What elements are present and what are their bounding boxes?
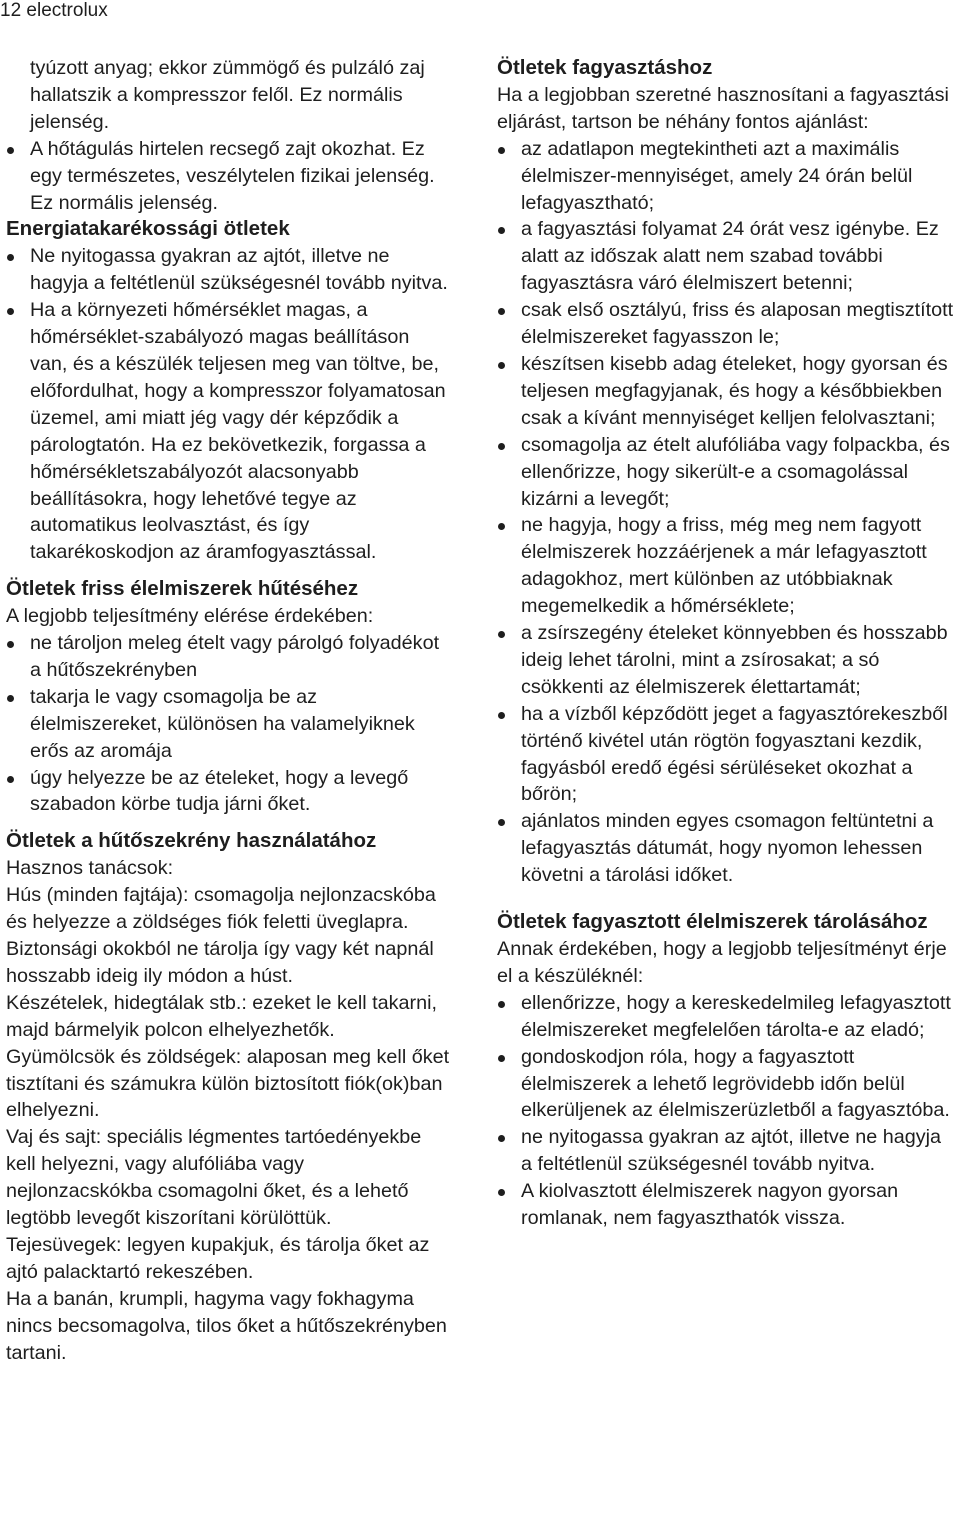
list-item: ajánlatos minden egyes csomagon feltüntetni a lefagyasztás dátumát, hogy nyomon lehessen követni a tárolási időket. — [497, 808, 957, 889]
fridge-tip-paragraph: Gyümölcsök és zöldségek: alaposan meg kell őket tisztítani és számukra külön biztosított fiók(ok)ban elhelyezni. — [6, 1045, 450, 1122]
list-item: A kiolvasztott élelmiszerek nagyon gyorsan romlanak, nem fagyaszthatók vissza. — [497, 1178, 957, 1232]
intro-continuation: tyúzott anyag; ekkor zümmögő és pulzáló zaj hallatszik a kompresszor felől. Ez normális jelenség. — [30, 57, 425, 133]
frozen-storage-heading: Ötletek fagyasztott élelmiszerek tárolásához — [497, 910, 928, 934]
list-item: készítsen kisebb adag ételeket, hogy gyorsan és teljesen megfagyjanak, és hogy a későbbiekben csak a kívánt mennyiséget kelljen felolvasztani; — [497, 351, 957, 432]
list-item: Ha a környezeti hőmérséklet magas, a hőmérséklet-szabályozó magas beállításon van, és a készülék teljesen meg van töltve, be, előfordulhat, hogy a kompresszor folyamatosan üzemel, ami miatt jég vagy dér képződik a párologtatón. Ha ez bekövetkezik, forgassa a hőmérsékletszabályozót alacsonyabb beállításokra, hogy lehetővé tegye az automatikus leolvasztást, és így takarékoskodjon az áramfogyasztással. — [6, 297, 452, 566]
fridge-tip-paragraph: Ha a banán, krumpli, hagyma vagy fokhagyma nincs becsomagolva, tilos őket a hűtőszekrényben tartani. — [6, 1287, 447, 1364]
left-column — [6, 55, 452, 1367]
list-item: ne hagyja, hogy a friss, még meg nem fagyott élelmiszerek hozzáérjenek a már lefagyasztott adagokhoz, mert különben az utóbbiaknak megemelkedik a hőmérséklete; — [497, 512, 957, 620]
list-item: A hőtágulás hirtelen recsegő zajt okozhat. Ez egy természetes, veszélytelen fizikai jelenség. Ez normális jelenség. — [6, 136, 452, 217]
fridge-tip-paragraph: Hús (minden fajtája): csomagolja nejlonzacskóba és helyezze a zöldséges fiók feletti üveglapra. — [6, 884, 436, 934]
freezing-intro: Ha a legjobban szeretné hasznosítani a fagyasztási eljárást, tartson be néhány fontos ajánlást: — [497, 83, 949, 133]
fridge-use-heading: Ötletek a hűtőszekrény használatához — [6, 829, 377, 853]
fridge-tip-paragraph: Vaj és sajt: speciális légmentes tartóedényekbe kell helyezni, vagy alufóliába vagy nejlonzacskókba csomagolni őket, és a lehető legtöbb levegőt kiszorítani körülöttük. — [6, 1126, 422, 1230]
intro-bullet-list — [6, 136, 452, 217]
frozen-storage-bullet-list — [497, 990, 957, 1232]
list-item: Ne nyitogassa gyakran az ajtót, illetve ne hagyja a feltétlenül szükségesnél tovább nyitva. — [6, 243, 452, 297]
list-item: ellenőrizze, hogy a kereskedelmileg lefagyasztott élelmiszereket megfelelően tárolta-e az eladó; — [497, 990, 957, 1044]
frozen-storage-intro: Annak érdekében, hogy a legjobb teljesítményt érje el a készüléknél: — [497, 938, 947, 987]
list-item: az adatlapon megtekintheti azt a maximális élelmiszer-mennyiséget, amely 24 órán belül lefagyasztható; — [497, 136, 957, 217]
list-item: úgy helyezze be az ételeket, hogy a levegő szabadon körbe tudja járni őket. — [6, 765, 452, 819]
page-header — [0, 0, 108, 22]
fridge-tip-paragraph: Tejesüvegek: legyen kupakjuk, és tárolja őket az ajtó palacktartó rekeszében. — [6, 1233, 430, 1283]
fridge-use-intro: Hasznos tanácsok: — [6, 857, 174, 880]
list-item: ne tároljon meleg ételt vagy párolgó folyadékot a hűtőszekrényben — [6, 630, 452, 684]
list-item: ne nyitogassa gyakran az ajtót, illetve ne hagyja a feltétlenül szükségesnél tovább nyitva. — [497, 1124, 957, 1178]
list-item: ha a vízből képződött jeget a fagyasztórekeszből történő kivétel után rögtön fogyasztani kezdik, fagyásból eredő égési sérüléseket okozhat a bőrön; — [497, 701, 957, 809]
fresh-food-heading: Ötletek friss élelmiszerek hűtéséhez — [6, 577, 359, 601]
fridge-tip-paragraph: Biztonsági okokból ne tárolja így vagy két napnál hosszabb ideig ily módon a húst. — [6, 938, 434, 987]
list-item: gondoskodjon róla, hogy a fagyasztott élelmiszerek a lehető legrövidebb időn belül elkerüljenek az élelmiszerüzletből a fagyasztóba. — [497, 1044, 957, 1125]
list-item: takarja le vagy csomagolja be az élelmiszereket, különösen ha valamelyiknek erős az aromája — [6, 684, 452, 765]
energy-bullet-list — [6, 243, 452, 566]
list-item: a zsírszegény ételeket könnyebben és hosszabb ideig lehet tárolni, mint a zsírosakat; a só csökkenti az élelmiszerek élettartamát; — [497, 620, 957, 701]
energy-heading: Energiatakarékossági ötletek — [6, 217, 290, 241]
brand-name: electrolux — [26, 0, 108, 21]
right-column — [497, 55, 957, 1232]
list-item: a fagyasztási folyamat 24 órát vesz igénybe. Ez alatt az időszak alatt nem szabad további fagyasztásra váró élelmiszert betenni; — [497, 216, 957, 297]
freezing-bullet-list — [497, 136, 957, 889]
page-number: 12 — [0, 0, 22, 21]
fresh-food-intro: A legjobb teljesítmény elérése érdekében: — [6, 605, 374, 628]
list-item: csomagolja az ételt alufóliába vagy folpackba, és ellenőrizze, hogy sikerült-e a csomagolással kizárni a levegőt; — [497, 432, 957, 513]
fridge-tip-paragraph: Készételek, hidegtálak stb.: ezeket le kell takarni, majd bármelyik polcon elhelyezhetők. — [6, 991, 438, 1041]
fresh-food-bullet-list — [6, 630, 452, 818]
list-item: csak első osztályú, friss és alaposan megtisztított élelmiszereket fagyasszon le; — [497, 297, 957, 351]
freezing-heading: Ötletek fagyasztáshoz — [497, 56, 713, 79]
